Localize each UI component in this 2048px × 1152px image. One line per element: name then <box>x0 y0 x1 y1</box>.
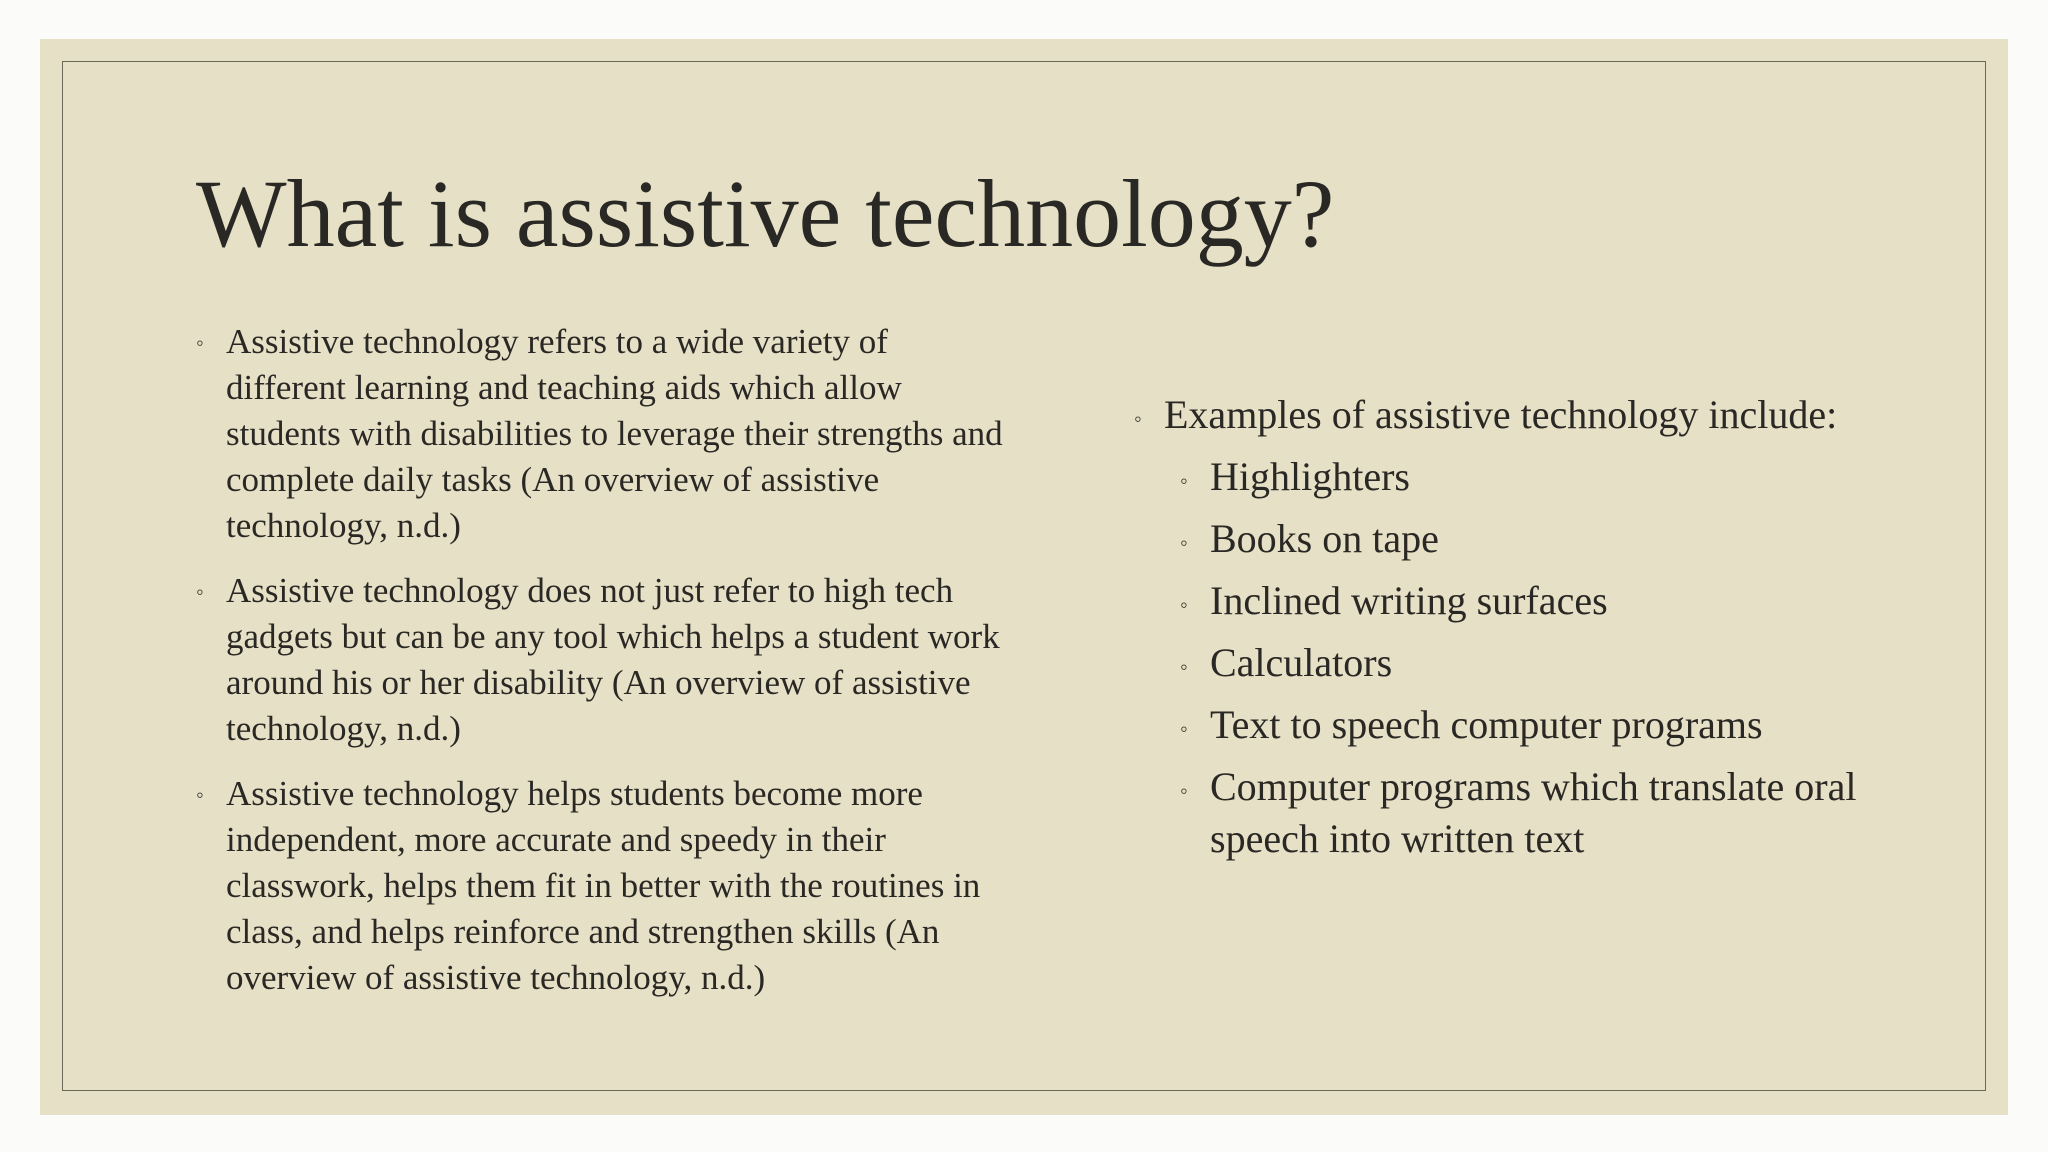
list-item <box>1180 699 1974 751</box>
list-item <box>1180 575 1974 627</box>
bullet-circle-icon: ◦ <box>1180 592 1188 617</box>
example-text: Text to speech computer programs <box>1210 702 1763 747</box>
example-text: Inclined writing surfaces <box>1210 578 1608 623</box>
bullet-circle-icon: ◦ <box>196 782 204 807</box>
bullet-circle-icon: ◦ <box>1180 654 1188 679</box>
bullet-circle-icon: ◦ <box>196 330 204 355</box>
example-text: Computer programs which translate oral speech into written text <box>1210 764 1857 861</box>
example-text: Books on tape <box>1210 516 1439 561</box>
examples-lead <box>1134 389 1974 441</box>
slide-title: What is assistive technology? <box>196 160 1335 267</box>
example-text: Calculators <box>1210 640 1393 685</box>
list-item <box>1180 637 1974 689</box>
bullet-circle-icon: ◦ <box>1180 778 1188 803</box>
bullet-text: Assistive technology helps students become more independent, more accurate and speedy in their classwork, helps them fit in better with the routines in class, and helps reinforce and strengthen skills (An overview of assistive technology, n.d.) <box>226 774 981 997</box>
list-item <box>196 771 1016 1001</box>
examples-lead-text: Examples of assistive technology include: <box>1164 392 1838 437</box>
left-bullet-list <box>196 319 1016 1020</box>
list-item <box>196 319 1016 549</box>
right-column <box>1134 389 1974 865</box>
slide <box>40 39 2008 1115</box>
examples-list <box>1134 451 1974 865</box>
list-item <box>196 568 1016 752</box>
example-text: Highlighters <box>1210 454 1410 499</box>
bullet-text: Assistive technology refers to a wide variety of different learning and teaching aids which allow students with disabilities to leverage their strengths and complete daily tasks (An overview of assistive technology, n.d.) <box>226 322 1003 545</box>
bullet-circle-icon: ◦ <box>1180 530 1188 555</box>
bullet-text: Assistive technology does not just refer to high tech gadgets but can be any tool which helps a student work around his or her disability (An overview of assistive technology, n.d.) <box>226 571 1000 748</box>
list-item <box>1180 451 1974 503</box>
bullet-circle-icon: ◦ <box>1180 716 1188 741</box>
bullet-circle-icon: ◦ <box>196 579 204 604</box>
list-item <box>1180 761 1974 865</box>
bullet-circle-icon: ◦ <box>1134 406 1142 431</box>
list-item <box>1180 513 1974 565</box>
bullet-circle-icon: ◦ <box>1180 468 1188 493</box>
